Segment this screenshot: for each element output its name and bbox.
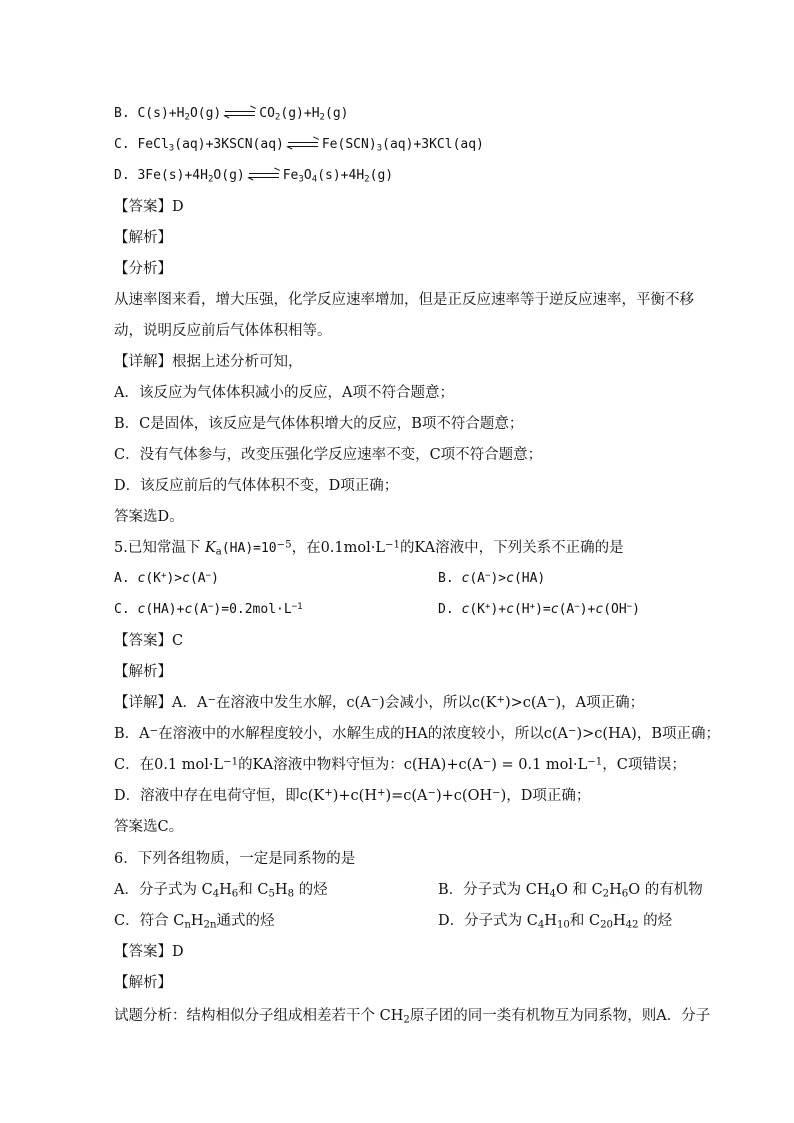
q4-detail-b: B．C是固体，该反应是气体体积增大的反应，B项不符合题意； xyxy=(114,416,524,432)
q6-answer: 【答案】D xyxy=(114,944,184,960)
q6-option-d: D．分子式为 $C_4H_{10}$和 $C_{20}H_{42}$ 的烃 xyxy=(438,913,673,931)
q4-detail-d: D．该反应前后的气体体积不变，D项正确； xyxy=(114,478,399,494)
q4-detail-head: 【详解】根据上述分析可知， xyxy=(114,354,303,370)
q6-stem: 6．下列各组物质，一定是同系物的是 xyxy=(114,851,356,867)
q4-option-c: C. FeCl$_3$(aq)+3KSCN(aq) $Fe(SCN)_3(aq)+3KCl(aq)$ xyxy=(114,137,484,154)
q4-answer: 【答案】D xyxy=(114,199,184,215)
q6-option-c: C．符合 $C_nH_{2n}$通式的烃 xyxy=(114,913,275,931)
q6-option-b: B．分子式为 $CH_4O$ 和 $C_2H_6O$ 的有机物 xyxy=(438,882,703,900)
q5-stem: 5.已知常温下 $K_a(HA)=10^{-5}$，在$0.1mol\cdot L^{-1}$的KA溶液中，下列关系不正确的是 xyxy=(114,539,624,558)
equilibrium-arrow-icon xyxy=(225,109,255,119)
q5-detail-c: C．在0.1 $mol\cdot L^{-1}$的KA溶液中物料守恒为：c(HA)+c(A−) = 0.1 $mol\cdot L^{-1}$，C项错误； xyxy=(114,756,686,773)
q4-option-b: B. $C(s)+H_2O(g)$ $CO_2(g)+H_2(g)$ xyxy=(114,106,349,123)
q5-option-b: B. c(A−)>c(HA) xyxy=(438,570,546,586)
q5-jiexi: 【解析】 xyxy=(114,664,172,680)
q6-analysis: 试题分析：结构相似分子组成相差若干个 $CH_2$原子团的同一类有机物互为同系物，则A．分子 xyxy=(114,1008,711,1026)
q4-conclusion: 答案选D。 xyxy=(114,509,184,525)
q5-option-a: A. c(K+)>c(A−) xyxy=(114,570,219,586)
q5-detail-d: D．溶液中存在电荷守恒，即c(K+)+c(H+)=c(A−)+c(OH−)，D项正确； xyxy=(114,787,591,804)
q5-answer: 【答案】C xyxy=(114,633,184,649)
q6-jiexi: 【解析】 xyxy=(114,975,172,991)
q5-conclusion: 答案选C。 xyxy=(114,819,184,835)
q5-option-d: D. c(K+)+c(H+)=c(A−)+c(OH−) xyxy=(438,601,640,617)
q5-detail-a: 【详解】A．A−在溶液中发生水解，c(A−)会减小，所以c(K+)>c(A−)，A项正确； xyxy=(114,694,645,711)
q4-fenxi: 【分析】 xyxy=(114,261,172,277)
q4-detail-a: A．该反应为气体体积减小的反应，A项不符合题意； xyxy=(114,385,454,401)
q4-fenxi-text-2: 动，说明反应前后气体体积相等。 xyxy=(114,323,332,339)
equilibrium-arrow-icon xyxy=(249,171,279,181)
q5-option-c: C. $c(HA)+c(A^-)=0.2mol\cdot L^{-1}$ xyxy=(114,601,303,617)
q4-fenxi-text-1: 从速率图来看，增大压强，化学反应速率增加，但是正反应速率等于逆反应速率，平衡不移 xyxy=(114,292,694,308)
equilibrium-arrow-icon xyxy=(288,140,318,150)
q4-jiexi: 【解析】 xyxy=(114,230,172,246)
q4-option-d: D. $3Fe(s)+4H_2O(g)$ $Fe_3O_4(s)+4H_2(g)$ xyxy=(114,168,394,185)
q5-detail-b: B．A−在溶液中的水解程度较小，水解生成的HA的浓度较小，所以c(A−)>c(HA)，B项正确； xyxy=(114,725,720,742)
q4-detail-c: C．没有气体参与，改变压强化学反应速率不变，C项不符合题意； xyxy=(114,447,543,463)
q6-option-a: A．分子式为 $C_4H_6$和 $C_5H_8$ 的烃 xyxy=(114,882,328,900)
